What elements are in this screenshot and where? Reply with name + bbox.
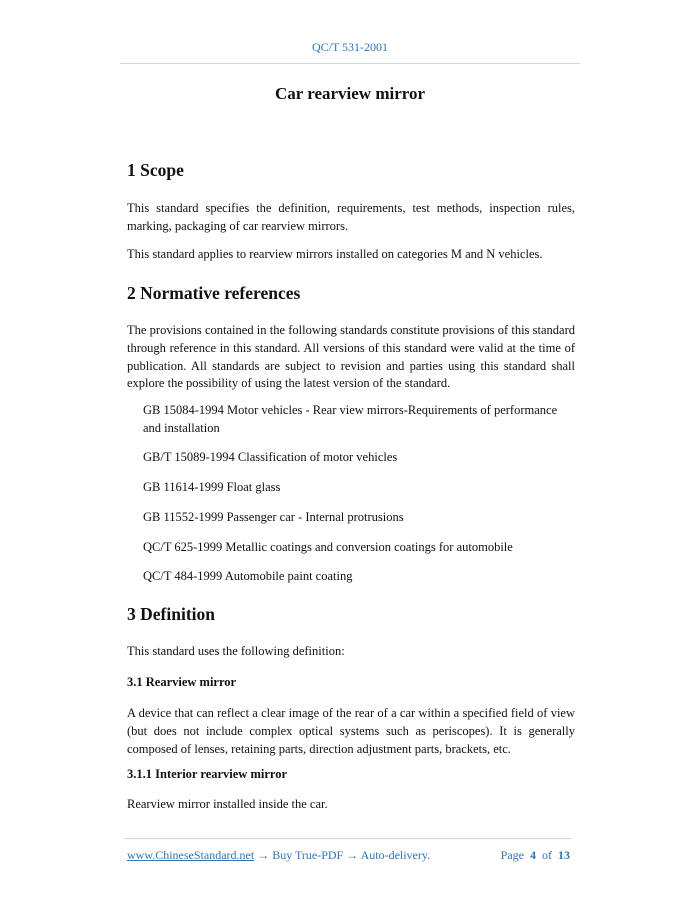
footer-divider (124, 838, 571, 839)
document-title: Car rearview mirror (274, 84, 426, 103)
paragraph: This standard specifies the definition, requirements, test methods, inspection rules, marking, packaging of car rearview mirrors. (127, 201, 575, 233)
promo-text: → Buy True-PDF → Auto-delivery. (254, 848, 431, 862)
footer-promo (127, 848, 430, 863)
reference-item: GB 11552-1999 Passenger car - Internal protrusions (143, 510, 404, 524)
reference-item: GB/T 15089-1994 Classification of motor vehicles (143, 450, 398, 464)
subsection-heading: 3.1.1 Interior rearview mirror (127, 767, 288, 781)
subsection-heading: 3.1 Rearview mirror (127, 675, 237, 689)
header-doc-code: QC/T 531-2001 (311, 40, 389, 54)
reference-item: QC/T 625-1999 Metallic coatings and conversion coatings for automobile (143, 540, 513, 554)
reference-item: GB 15084-1994 Motor vehicles - Rear view mirrors-Requirements of performance and installation (143, 403, 558, 435)
header-divider (120, 63, 580, 64)
page-indicator: Page 4 of 13 (500, 848, 570, 862)
footer (127, 848, 570, 863)
page-number: 4 (530, 848, 536, 862)
paragraph: This standard uses the following definition: (127, 644, 345, 658)
website-link[interactable]: www.ChineseStandard.net (127, 848, 255, 862)
section-heading-scope: 1 Scope (127, 160, 184, 180)
paragraph: A device that can reflect a clear image of the rear of a car within a specified field of view (but does not include complex optical systems such as periscopes). It is generally composed of lenses, retaining parts, direction adjustment parts, brackets, etc. (127, 706, 575, 756)
page-total: 13 (558, 848, 570, 862)
section-heading-definition: 3 Definition (127, 604, 215, 624)
paragraph: This standard applies to rearview mirrors installed on categories M and N vehicles. (127, 247, 543, 261)
section-heading-references: 2 Normative references (127, 283, 301, 303)
reference-item: QC/T 484-1999 Automobile paint coating (143, 569, 353, 583)
paragraph: The provisions contained in the following standards constitute provisions of this standard through reference in this standard. All versions of this standard were valid at the time of publication. All standards are subject to revision and parties using this standard shall explore the possibility of using the latest version of the standard. (127, 323, 575, 391)
paragraph: Rearview mirror installed inside the car. (127, 797, 328, 811)
reference-item: GB 11614-1999 Float glass (143, 480, 281, 494)
